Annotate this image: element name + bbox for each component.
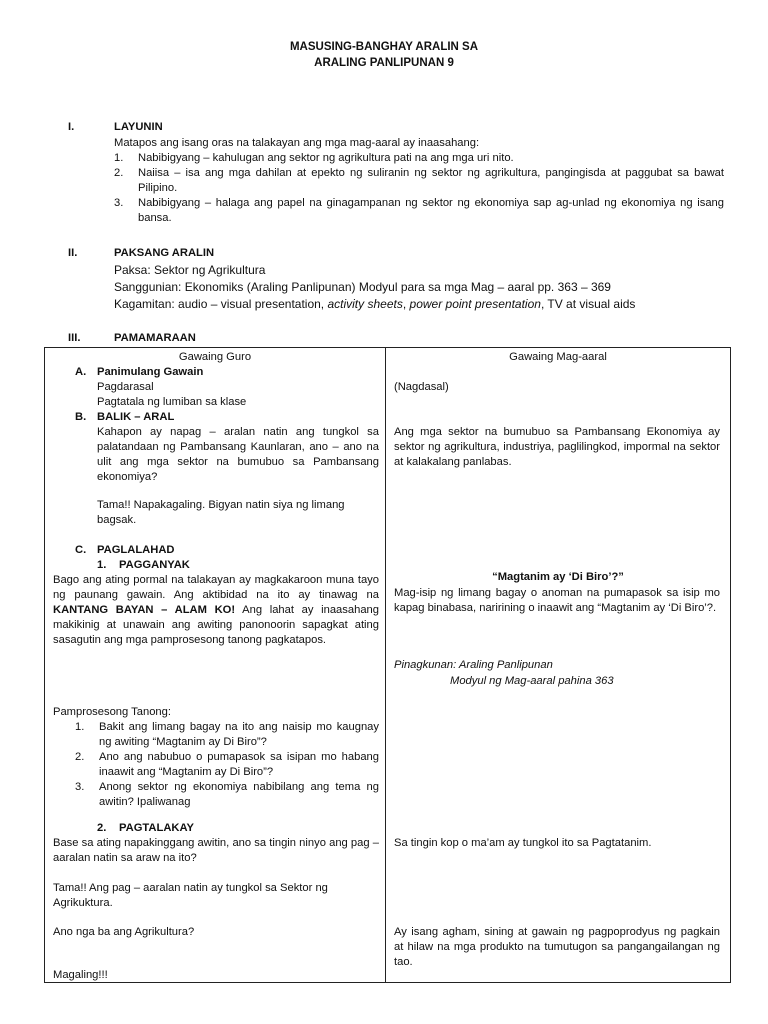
list-item: 2. Naiisa – isa ang mga dahilan at epekto ng suliranin ng sektor ng agrikultura, pangingisda at paggubat sa bawat Pilipino. (114, 167, 724, 194)
procedure-table (44, 347, 731, 983)
doc-title-line-1: MASUSING-BANGHAY ARALIN SA (289, 41, 479, 53)
list-item: 3. Nabibigyang – halaga ang papel na ginagampanan ng sektor ng ekonomiya sap ag-unlad ng ekonomiya ng isang bansa. (114, 197, 724, 224)
subsection-title: PAGTALAKAY (119, 822, 194, 834)
section-number: I. (68, 121, 75, 133)
column-header: Gawaing Guro (178, 351, 252, 363)
list-item: 2. Ano ang nabubuo o pumapasok sa isipan mo habang inaawit ang “Magtanim ay Di Biro”? (75, 751, 379, 778)
column-header: Gawaing Mag-aaral (509, 351, 607, 363)
pagganyak-text: Bago ang ating pormal na talakayan ay magkakaroon muna tayo ng paunang gawain. Ang aktibidad na ito ay tinawag na KANTANG BAYAN – ALAM KO! Ang lahat ay inaasahang makikinig at unawain ang awiting panonoorin sapagkat ating sasagutin ang mga pamprosesong tanong pagkatapos. (53, 574, 379, 646)
section-title: LAYUNIN (114, 121, 163, 133)
sanggunian-line: Sanggunian: Ekonomiks (Araling Panlipunan) Modyul para sa mga Mag – aaral pp. 363 – 369 (114, 280, 611, 294)
section-title: PAMAMARAAN (114, 332, 196, 344)
subsection-title: Panimulang Gawain (97, 366, 204, 378)
section-number: III. (68, 332, 81, 344)
layunin-intro: Matapos ang isang oras na talakayan ang mga mag-aaral ay inaasahang: (114, 137, 480, 149)
source-line-1: Pinagkunan: Araling Panlipunan (394, 659, 553, 671)
subsection-title: PAGGANYAK (119, 559, 190, 571)
kagamitan-line: Kagamitan: audio – visual presentation, activity sheets, power point presentation, TV at visual aids (114, 297, 636, 311)
list-item: 1. Bakit ang limang bagay na ito ang naisip mo kaugnay ng awiting “Magtanim ay Di Biro”? (75, 721, 379, 748)
student-column: Gawaing Mag-aaral (Nagdasal) Ang mga sektor na bumubuo sa Pambansang Ekonomiya ay sektor ng agrikultura, industriya, paglilingkod, impormal na sektor at kalakalang panlabas. “Magtanim ay ‘Di Biro’?” Mag-isip ng limang bagay o anoman na pumapasok sa isip mo kapag binabasa, naririning o inaawit ang “Magtanim ay ‘Di Biro’?. Pinagkunan: Araling Panlipunan Modyul ng Mag-aaral pahina 363 Sa tingin kop o ma’am ay tungkol ito sa Pagtatanim. Ay isang agham, sining at gawain ng pagpoprodyus ng pagkain at hilaw na mga produkto na tumutugon sa pangangailangan ng tao. (386, 348, 731, 983)
source-line-2: Modyul ng Mag-aaral pahina 363 (450, 675, 614, 687)
layunin-list (114, 151, 724, 226)
list-item: 3. Anong sektor ng ekonomiya nabibilang ang tema ng awitin? Ipaliwanag (75, 781, 379, 808)
subsection-title: PAGLALAHAD (97, 544, 175, 556)
subsection-title: BALIK – ARAL (97, 411, 175, 423)
section-number: II. (68, 247, 78, 259)
list-item: 1. Nabibigyang – kahulugan ang sektor ng agrikultura pati na ang mga uri nito. (114, 152, 514, 164)
doc-title-line-2: ARALING PANLIPUNAN 9 (314, 57, 454, 69)
paksa-line: Paksa: Sektor ng Agrikultura (114, 263, 266, 277)
processing-questions (53, 720, 379, 810)
section-title: PAKSANG ARALIN (114, 247, 215, 259)
teacher-column: Gawaing Guro A. Panimulang Gawain Pagdarasal Pagtatala ng lumiban sa klase B. BALIK – ARAL Kahapon ay napag – aralan natin ang tungkol sa palatandaan ng Pambansang Kaunlaran, ano – ano na ulit ang mga sektor na bumubuo sa Pambansang ekonomiya? Tama!! Napakagaling. Bigyan natin siya ng limang bagsak. C. PAGLALAHAD 1. PAGGANYAK Bago ang ating pormal na talakayan ay magkakaroon muna tayo ng paunang gawain. Ang aktibidad na ito ay tinawag na KANTANG BAYAN – ALAM KO! Ang lahat ay inaasahang makikinig at unawain ang awiting panonoorin sapagkat ating sasagutin ang mga pamprosesong tanong pagkatapos. Pamprosesong Tanong: 1. Bakit ang limang bagay na ito ang naisip mo kaugnay ng awiting “Magtanim ay Di Biro”? 2. Ano ang nabubuo o pumapasok sa isipan mo habang inaawit ang “Magtanim ay Di Biro”? 3. Anong sektor ng ekonomiya nabibilang ang tema ng awitin? Ipaliwanag 2. PAGTALAKAY Base sa ating napakinggang awitin, ano sa tingin ninyo ang pag – aaralan natin sa araw na ito? Tama!! Ang pag – aaralan natin ay tungkol sa Sektor ng Agrikuktura. Ano nga ba ang Agrikultura? Magaling!!! (45, 348, 386, 983)
song-title: “Magtanim ay ‘Di Biro’?” (492, 571, 624, 583)
